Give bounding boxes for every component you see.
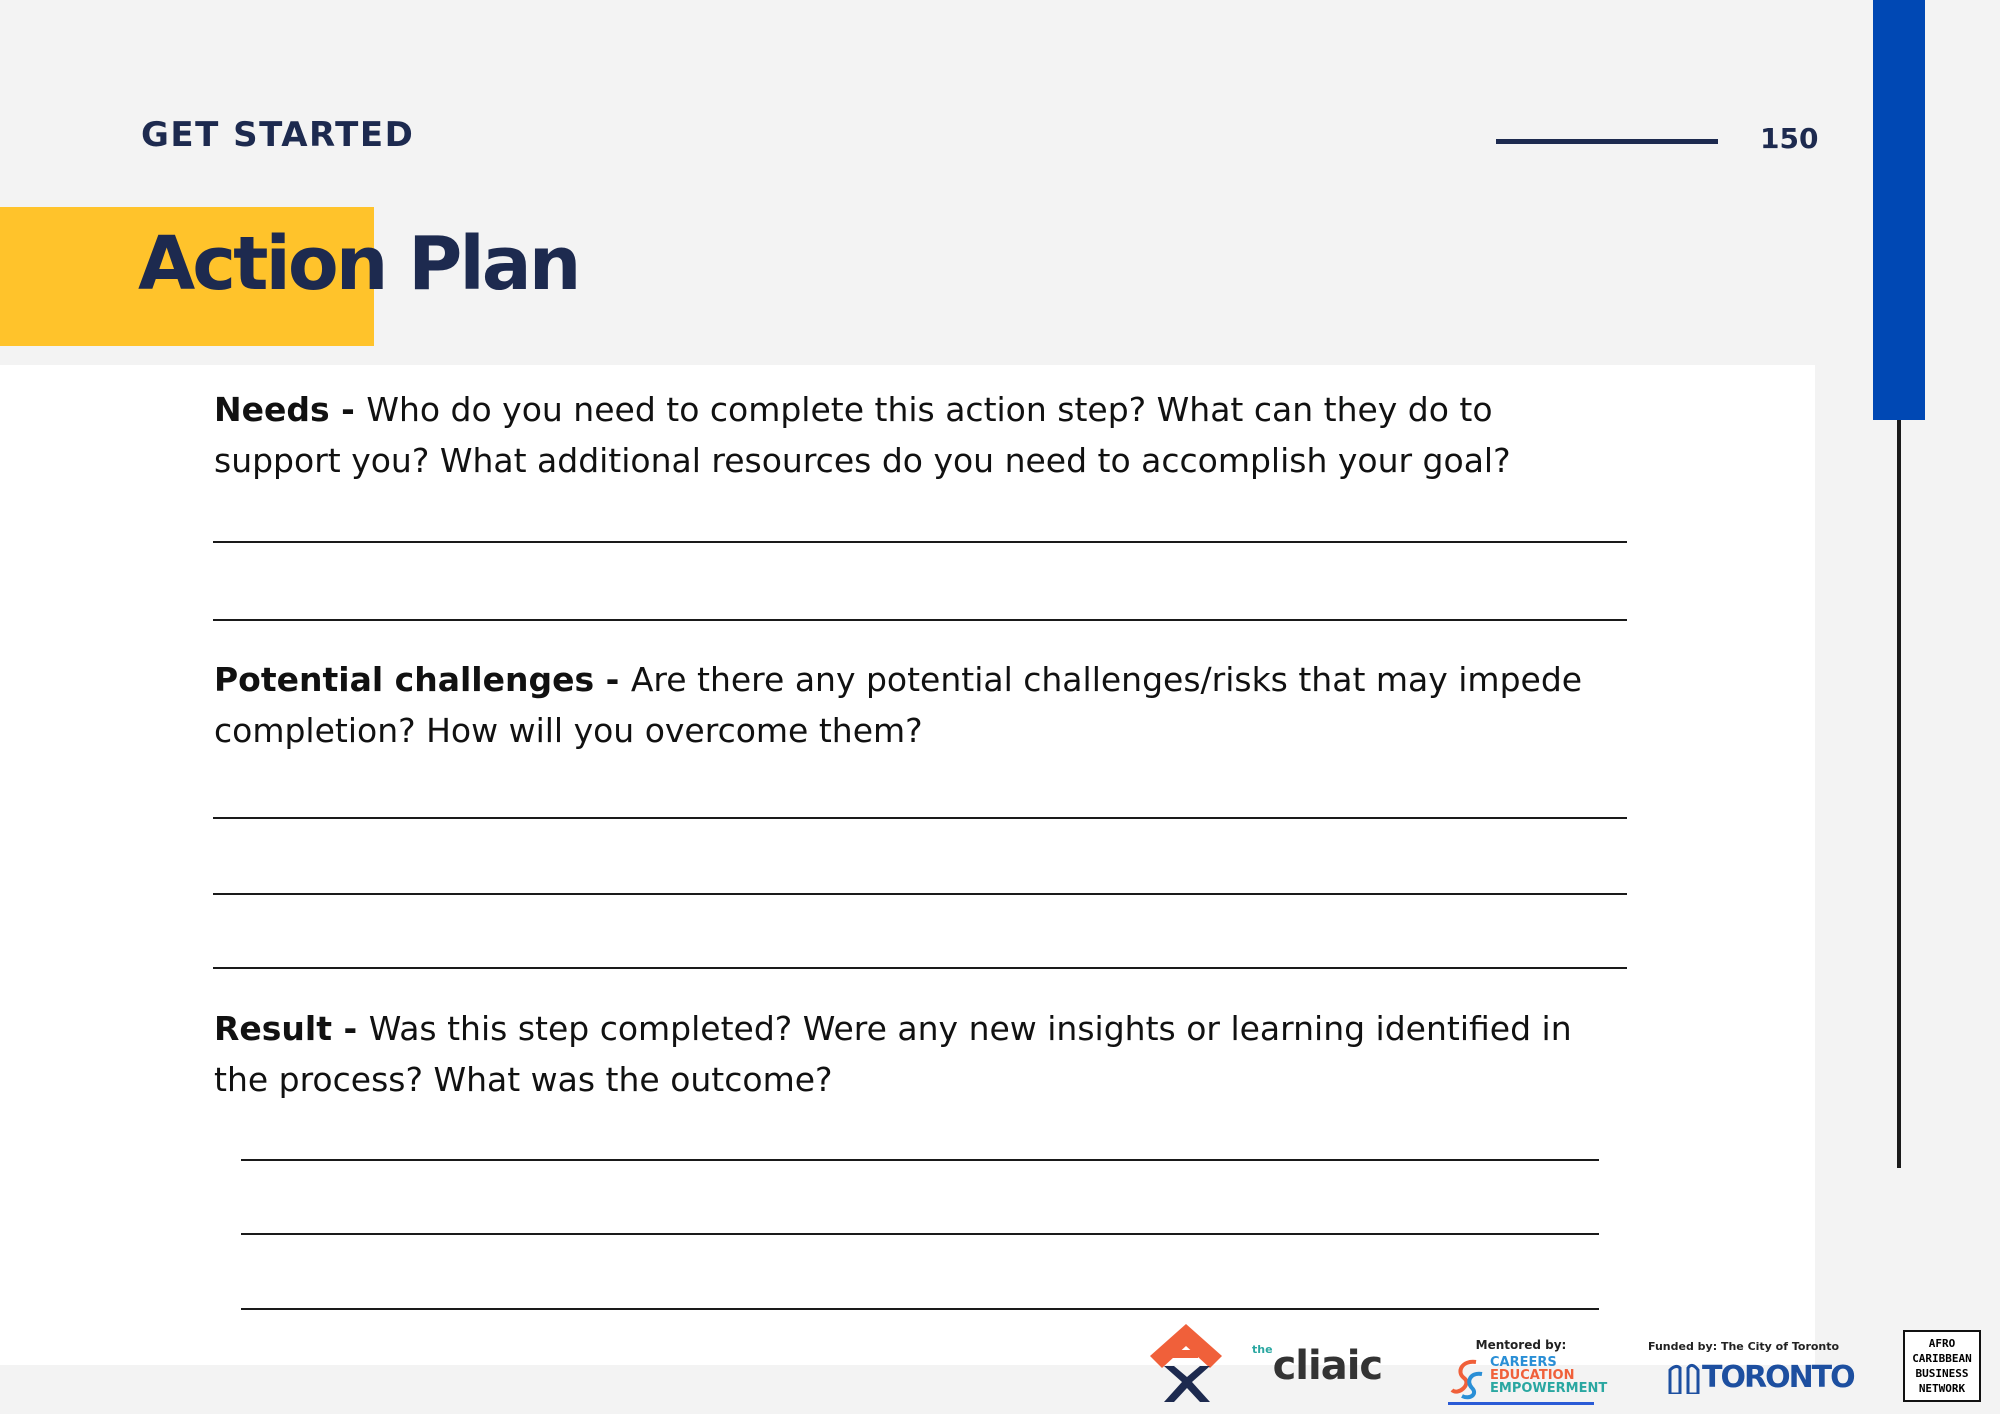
toronto-wordmark: TORONTO [1702, 1360, 1854, 1395]
result-text-1: Was this step completed? Were any new insights or learning identified in [368, 1009, 1572, 1048]
result-answer-line[interactable] [241, 1308, 1599, 1310]
needs-text-2: support you? What additional resources do you need to accomplish your goal? [214, 441, 1511, 480]
needs-text-1: Who do you need to complete this action step? What can they do to [366, 390, 1493, 429]
needs-answer-line[interactable] [213, 541, 1627, 543]
toronto-logo [1648, 1340, 1854, 1398]
needs-label: Needs - [214, 390, 367, 429]
the-clinic-prefix: the [1252, 1343, 1273, 1356]
cee-education: EDUCATION [1490, 1368, 1575, 1383]
acbn-line-2: CARIBBEAN [1912, 1352, 1972, 1365]
acbn-line-4: NETWORK [1918, 1382, 1966, 1395]
needs-prompt [214, 384, 1694, 486]
cee-symbol-icon [1448, 1356, 1488, 1400]
result-label: Result - [214, 1009, 369, 1048]
challenges-answer-line[interactable] [213, 817, 1627, 819]
result-answer-line[interactable] [241, 1159, 1599, 1161]
content-card [0, 365, 1815, 1365]
page-title [138, 221, 578, 307]
challenges-text-2: completion? How will you overcome them? [214, 711, 923, 750]
toronto-city-hall-icon [1668, 1360, 1700, 1394]
page-number: 150 [1760, 122, 1819, 155]
acbn-line-3: BUSINESS [1915, 1367, 1969, 1380]
page-title-word-1: Action [138, 221, 386, 307]
page-title-word-2: Plan [408, 221, 579, 307]
the-clinic-wordmark: cliaic [1272, 1343, 1383, 1389]
section-label: GET STARTED [141, 115, 415, 155]
challenges-label: Potential challenges - [214, 660, 631, 699]
challenges-text-1: Are there any potential challenges/risks that may impede [630, 660, 1583, 699]
result-prompt [214, 1003, 1694, 1105]
cee-careers: CAREERS [1490, 1355, 1557, 1370]
mentored-by-caption: Mentored by: [1475, 1338, 1567, 1352]
challenges-answer-line[interactable] [213, 967, 1627, 969]
ex-logo [1148, 1322, 1224, 1404]
acbn-line-1: AFRO [1928, 1337, 1956, 1350]
funded-by-caption: Funded by: The City of Toronto [1648, 1340, 1840, 1353]
result-text-2: the process? What was the outcome? [214, 1060, 833, 1099]
challenges-answer-line[interactable] [213, 893, 1627, 895]
cee-logo [1448, 1338, 1608, 1406]
side-accent-line [1897, 420, 1901, 1168]
header-rule [1496, 139, 1718, 144]
acbn-logo [1903, 1330, 1981, 1402]
needs-answer-line[interactable] [213, 619, 1627, 621]
cee-empowerment: EMPOWERMENT [1490, 1381, 1608, 1396]
side-accent-bar [1873, 0, 1925, 420]
the-clinic-logo [1252, 1343, 1398, 1391]
result-answer-line[interactable] [241, 1233, 1599, 1235]
challenges-prompt [214, 654, 1694, 756]
